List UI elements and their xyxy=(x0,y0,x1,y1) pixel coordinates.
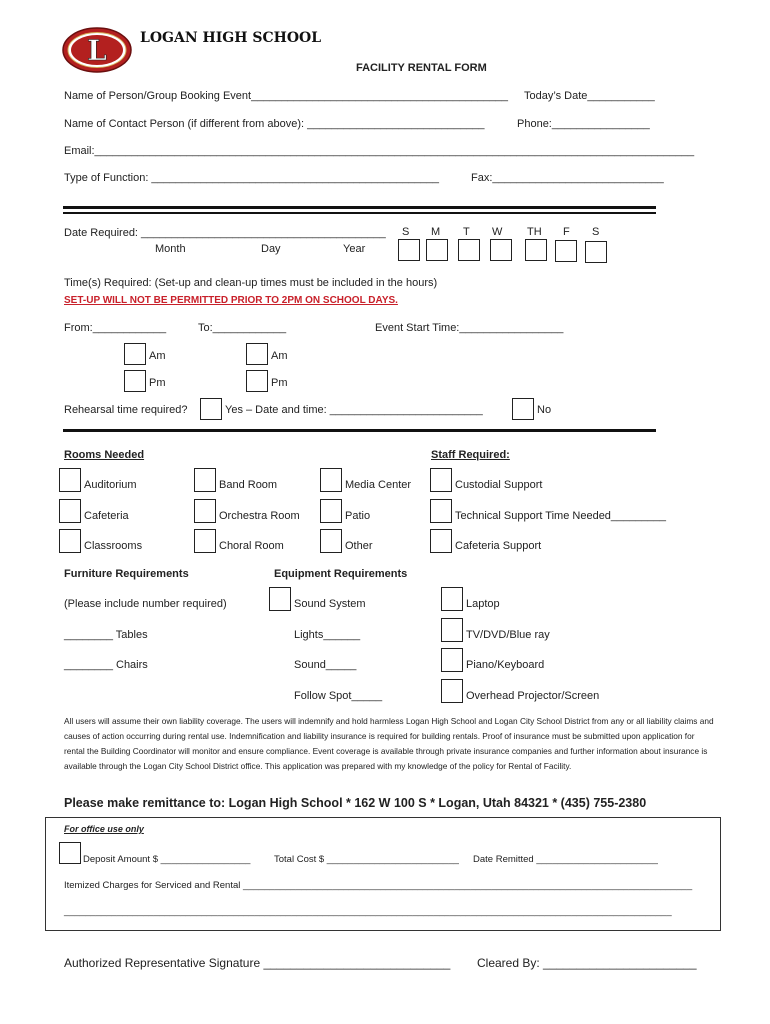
other-room-checkbox[interactable] xyxy=(320,529,342,553)
sound-system-checkbox[interactable] xyxy=(269,587,291,611)
logo-letter: L xyxy=(87,34,107,67)
weekday-checkbox-s[interactable] xyxy=(398,239,420,261)
rehearsal-yes-field[interactable]: Yes – Date and time: _________________________ xyxy=(225,404,483,416)
technical-support-checkbox[interactable] xyxy=(430,499,452,523)
patio-label: Patio xyxy=(345,510,371,522)
from-pm-label: Pm xyxy=(149,377,166,389)
laptop-checkbox[interactable] xyxy=(441,587,463,611)
rehearsal-no-label: No xyxy=(537,404,552,416)
total-cost-field[interactable]: Total Cost $ _________________________ xyxy=(274,854,459,865)
orchestra-room-label: Orchestra Room xyxy=(219,510,300,522)
phone-field[interactable]: Phone:________________ xyxy=(517,118,650,130)
weekday-label-s: S xyxy=(402,226,410,238)
furniture-note: (Please include number required) xyxy=(64,598,227,610)
weekday-checkbox-s2[interactable] xyxy=(585,241,607,263)
weekday-checkbox-m[interactable] xyxy=(426,239,448,261)
technical-support-field[interactable]: Technical Support Time Needed_________ xyxy=(455,510,666,522)
remittance-text: Please make remittance to: Logan High School * 162 W 100 S * Logan, Utah 84321 * (435) 755-2380 xyxy=(64,796,647,810)
booking-name-field[interactable]: Name of Person/Group Booking Event__________________________________________ xyxy=(64,90,509,102)
choral-room-label: Choral Room xyxy=(219,540,284,552)
from-am-label: Am xyxy=(149,350,166,362)
custodial-support-label: Custodial Support xyxy=(455,479,543,491)
band-room-label: Band Room xyxy=(219,479,278,491)
liability-paragraph: All users will assume their own liability coverage. The users will indemnify and hold harmless Logan High School and Logan City School District from any or all liability claims and causes of action occurring during rental use. Indemnification and liability insurance is required for building rentals. Proof of insurance must be submitted upon application for rental the Building Coordinator will monitor and ensure compliance. Event coverage is available through private insurance companies and further information about insurance is available through the Logan City School District office. This application was prepared with my knowledge of the policy for Rental of Facility. xyxy=(64,716,714,771)
chairs-field[interactable]: ________ Chairs xyxy=(64,659,148,671)
office-use-heading: For office use only xyxy=(64,824,144,834)
band-room-checkbox[interactable] xyxy=(194,468,216,492)
patio-checkbox[interactable] xyxy=(320,499,342,523)
other-room-label: Other xyxy=(345,540,373,552)
lights-field[interactable]: Lights______ xyxy=(294,629,361,641)
email-field[interactable]: Email:__________________________________________________________________________________________________ xyxy=(64,145,695,157)
to-am-checkbox[interactable] xyxy=(246,343,268,365)
form-title: FACILITY RENTAL FORM xyxy=(356,62,487,74)
representative-signature-field[interactable]: Authorized Representative Signature ____________________________ xyxy=(64,956,451,970)
cafeteria-label: Cafeteria xyxy=(84,510,129,522)
year-label: Year xyxy=(343,243,366,255)
school-name: LOGAN HIGH SCHOOL xyxy=(140,30,322,46)
setup-warning: SET-UP WILL NOT BE PERMITTED PRIOR TO 2PM ON SCHOOL DAYS. xyxy=(64,295,398,306)
time-required-text: Time(s) Required: (Set-up and clean-up times must be included in the hours) xyxy=(64,277,438,289)
piano-checkbox[interactable] xyxy=(441,648,463,672)
weekday-checkbox-f[interactable] xyxy=(555,240,577,262)
deposit-checkbox[interactable] xyxy=(59,842,81,864)
month-label: Month xyxy=(155,243,186,255)
weekday-label-m: M xyxy=(431,226,441,238)
date-remitted-field[interactable]: Date Remitted _______________________ xyxy=(473,854,658,865)
media-center-label: Media Center xyxy=(345,479,412,491)
projector-checkbox[interactable] xyxy=(441,679,463,703)
divider-thin xyxy=(63,212,656,214)
deposit-amount-field[interactable]: Deposit Amount $ _________________ xyxy=(83,854,251,865)
weekday-checkbox-th[interactable] xyxy=(525,239,547,261)
staff-heading: Staff Required: xyxy=(431,449,510,461)
cafeteria-checkbox[interactable] xyxy=(59,499,81,523)
date-required-field[interactable]: Date Required: ________________________________________ xyxy=(64,227,386,239)
sound-system-label: Sound System xyxy=(294,598,366,610)
piano-label: Piano/Keyboard xyxy=(466,659,545,671)
weekday-label-w: W xyxy=(492,226,503,238)
choral-room-checkbox[interactable] xyxy=(194,529,216,553)
orchestra-room-checkbox[interactable] xyxy=(194,499,216,523)
divider-thick xyxy=(63,206,656,209)
todays-date-field[interactable]: Today’s Date___________ xyxy=(524,90,655,102)
to-pm-checkbox[interactable] xyxy=(246,370,268,392)
office-use-box xyxy=(45,817,721,931)
furniture-heading: Furniture Requirements xyxy=(64,568,189,580)
rehearsal-label: Rehearsal time required? xyxy=(64,404,188,416)
projector-label: Overhead Projector/Screen xyxy=(466,690,600,702)
from-am-checkbox[interactable] xyxy=(124,343,146,365)
tables-field[interactable]: ________ Tables xyxy=(64,629,148,641)
to-am-label: Am xyxy=(271,350,288,362)
cafeteria-support-label: Cafeteria Support xyxy=(455,540,542,552)
custodial-support-checkbox[interactable] xyxy=(430,468,452,492)
weekday-checkbox-w[interactable] xyxy=(490,239,512,261)
weekday-label-f: F xyxy=(563,226,570,238)
weekday-checkbox-t[interactable] xyxy=(458,239,480,261)
contact-person-field[interactable]: Name of Contact Person (if different from above): _____________________________ xyxy=(64,118,485,130)
cafeteria-support-checkbox[interactable] xyxy=(430,529,452,553)
follow-spot-field[interactable]: Follow Spot_____ xyxy=(294,690,383,702)
to-time-field[interactable]: To:____________ xyxy=(198,322,287,334)
auditorium-label: Auditorium xyxy=(84,479,137,491)
cleared-by-field[interactable]: Cleared By: _______________________ xyxy=(477,956,697,970)
rehearsal-yes-checkbox[interactable] xyxy=(200,398,222,420)
from-time-field[interactable]: From:____________ xyxy=(64,322,167,334)
divider-rooms xyxy=(63,429,656,432)
itemized-charges-line-2[interactable]: ___________________________________________________________________________________________________________________ xyxy=(64,906,672,917)
classrooms-label: Classrooms xyxy=(84,540,143,552)
from-pm-checkbox[interactable] xyxy=(124,370,146,392)
sound-field[interactable]: Sound_____ xyxy=(294,659,357,671)
laptop-label: Laptop xyxy=(466,598,500,610)
media-center-checkbox[interactable] xyxy=(320,468,342,492)
to-pm-label: Pm xyxy=(271,377,288,389)
fax-field[interactable]: Fax:____________________________ xyxy=(471,172,664,184)
itemized-charges-field[interactable]: Itemized Charges for Serviced and Rental _____________________________________________________________________________________ xyxy=(64,880,693,891)
school-logo xyxy=(62,27,132,73)
tv-dvd-checkbox[interactable] xyxy=(441,618,463,642)
weekday-label-t: T xyxy=(463,226,470,238)
day-label: Day xyxy=(261,243,281,255)
tv-dvd-label: TV/DVD/Blue ray xyxy=(466,629,550,641)
rooms-heading: Rooms Needed xyxy=(64,449,145,461)
auditorium-checkbox[interactable] xyxy=(59,468,81,492)
equipment-heading: Equipment Requirements xyxy=(274,568,408,580)
function-type-field[interactable]: Type of Function: _______________________________________________ xyxy=(64,172,439,184)
weekday-label-s2: S xyxy=(592,226,600,238)
weekday-label-th: TH xyxy=(527,226,542,238)
event-start-field[interactable]: Event Start Time:_________________ xyxy=(375,322,564,334)
classrooms-checkbox[interactable] xyxy=(59,529,81,553)
rehearsal-no-checkbox[interactable] xyxy=(512,398,534,420)
